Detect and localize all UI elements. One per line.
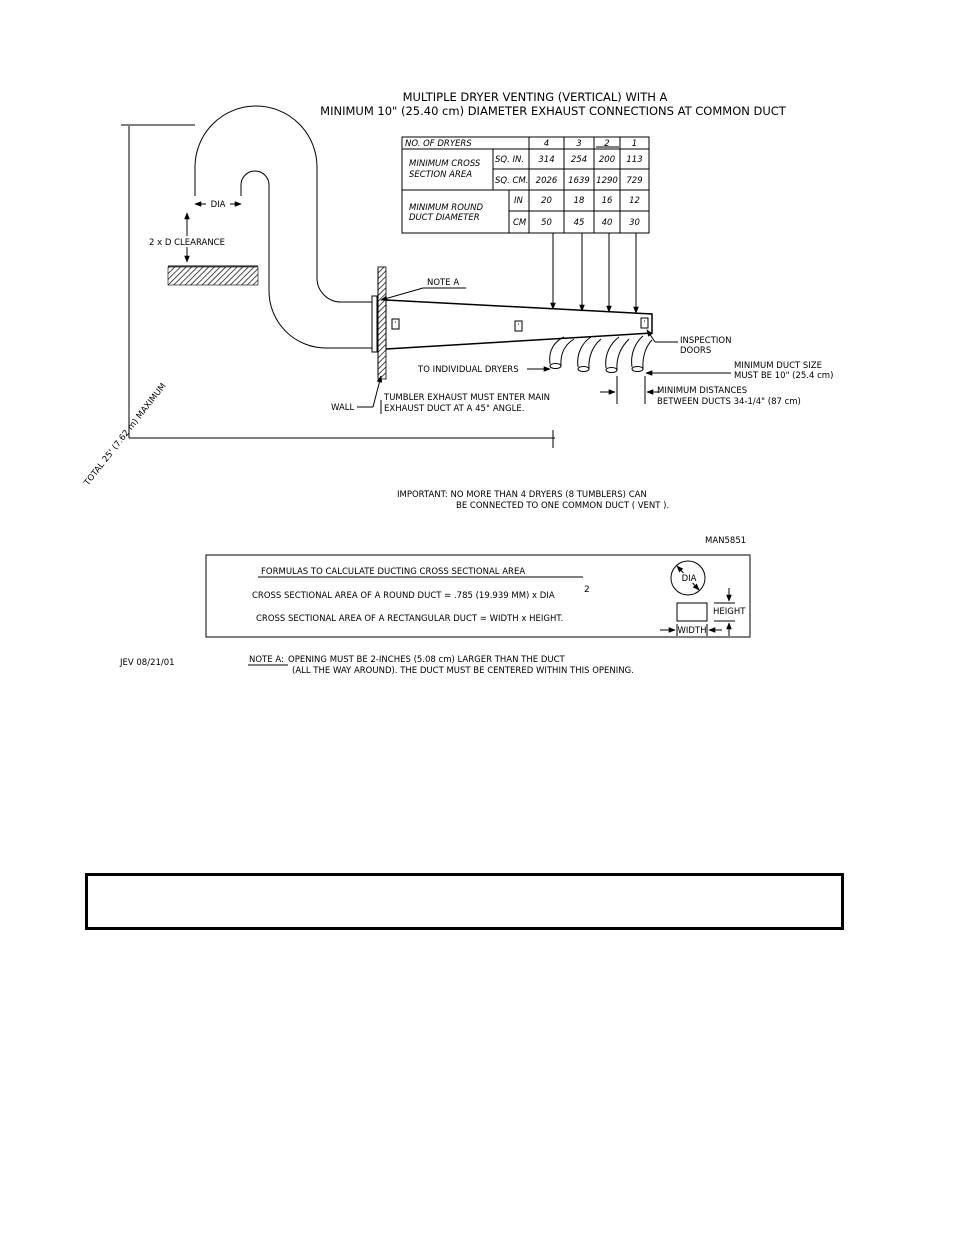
inspection-doors-callout (647, 330, 731, 356)
inspection-door-3 (641, 318, 648, 328)
formula-rect: CROSS SECTIONAL AREA OF A RECTANGULAR DUCT = WIDTH x HEIGHT. (256, 614, 564, 624)
note-a-footer-line-1: OPENING MUST BE 2-INCHES (5.08 cm) LARGER THAN THE DUCT (288, 655, 565, 665)
note-a-callout (381, 278, 466, 300)
sq-cm-1: 729 (626, 176, 643, 186)
formula-height-label: HEIGHT (713, 607, 746, 617)
diam-cm-4: 50 (541, 218, 552, 228)
diam-in-1: 12 (629, 196, 640, 206)
wall-label: WALL (331, 403, 355, 413)
vent-pipe (149, 106, 374, 348)
table-to-duct-arrows (553, 233, 636, 313)
sq-in-1: 113 (626, 155, 643, 165)
note-a-label: NOTE A (427, 278, 460, 288)
drawing-id: MAN5851 (705, 536, 747, 546)
empty-notice-box (85, 873, 844, 930)
tumbler-exhaust-1: TUMBLER EXHAUST MUST ENTER MAIN (384, 393, 550, 403)
sq-in-3: 254 (570, 155, 588, 165)
to-dryers-label: TO INDIVIDUAL DRYERS (418, 365, 519, 375)
dryer-ducts (550, 336, 652, 373)
dryer-count-4: 4 (543, 139, 550, 149)
inspection-label-2: DOORS (680, 346, 712, 356)
total-length-dimension (82, 125, 555, 489)
sq-cm-2: 1290 (596, 176, 618, 186)
dia-label: DIA (210, 200, 226, 210)
sq-cm-label: SQ. CM. (495, 176, 529, 186)
common-duct (386, 300, 652, 349)
sq-in-2: 200 (598, 155, 616, 165)
in-label: IN (514, 196, 523, 206)
diam-cm-2: 40 (601, 218, 613, 228)
min-distances-2: BETWEEN DUCTS 34-1/4" (87 cm) (657, 397, 801, 407)
to-dryers-callout (417, 365, 550, 375)
formula-width-label: WIDTH (677, 626, 707, 636)
inspection-door-2 (515, 321, 522, 331)
inspection-label-1: INSPECTION (680, 336, 732, 346)
diam-in-3: 18 (573, 196, 585, 206)
clearance-label: 2 x D CLEARANCE (149, 238, 225, 248)
note-a-footer-line-2: (ALL THE WAY AROUND). THE DUCT MUST BE CENTERED WITHIN THIS OPENING. (292, 666, 634, 676)
min-duct-size-1: MINIMUM DUCT SIZE (734, 361, 822, 371)
diam-in-4: 20 (541, 196, 552, 206)
wall-callout (331, 376, 550, 414)
dryer-count-1: 1 (631, 139, 638, 149)
dryer-count-2: 2 (604, 139, 610, 149)
cross-section-label-2: SECTION AREA (409, 170, 473, 180)
dryer-count-3: 3 (576, 139, 582, 149)
diam-cm-1: 30 (629, 218, 640, 228)
inspection-door-1 (392, 319, 399, 329)
formula-round: CROSS SECTIONAL AREA OF A ROUND DUCT = .785 (19.939 MM) x DIA (252, 591, 555, 601)
sizing-table (402, 137, 649, 233)
sq-cm-4: 2026 (535, 176, 558, 186)
round-duct-label-1: MINIMUM ROUND (409, 203, 484, 213)
diam-in-2: 16 (601, 196, 613, 206)
important-line-1: IMPORTANT: NO MORE THAN 4 DRYERS (8 TUMBLERS) CAN (397, 490, 647, 500)
min-duct-size-callout (646, 361, 833, 381)
cm-label: CM (513, 218, 527, 228)
formula-dia-label: DIA (681, 574, 697, 584)
min-distances-1: MINIMUM DISTANCES (657, 386, 748, 396)
round-duct-label-2: DUCT DIAMETER (409, 213, 480, 223)
roof-surface-hatch (168, 267, 258, 285)
table-header-label: NO. OF DRYERS (405, 139, 472, 149)
tumbler-exhaust-2: EXHAUST DUCT AT A 45° ANGLE. (384, 404, 525, 414)
sq-in-4: 314 (538, 155, 555, 165)
important-line-2: BE CONNECTED TO ONE COMMON DUCT ( VENT ). (456, 501, 670, 511)
title-line-2: MINIMUM 10" (25.40 cm) DIAMETER EXHAUST CONNECTIONS AT COMMON DUCT (320, 104, 786, 118)
title-line-1: MULTIPLE DRYER VENTING (VERTICAL) WITH A (402, 90, 668, 104)
formulas-heading: FORMULAS TO CALCULATE DUCTING CROSS SECTIONAL AREA (261, 567, 526, 577)
min-duct-size-2: MUST BE 10" (25.4 cm) (734, 371, 834, 381)
sq-in-label: SQ. IN. (495, 155, 525, 165)
note-a-footer-label: NOTE A: (249, 655, 284, 665)
rect-duct-icon (677, 603, 707, 621)
wall (372, 267, 386, 379)
total-maximum-label: TOTAL 25' (7.62 m) MAXIMUM (82, 381, 169, 488)
drafter-initials: JEV 08/21/01 (120, 658, 175, 668)
formula-round-exponent: 2 (584, 585, 590, 595)
formulas-box (206, 555, 750, 637)
diam-cm-3: 45 (573, 218, 585, 228)
cross-section-label-1: MINIMUM CROSS (409, 159, 481, 169)
sq-cm-3: 1639 (568, 176, 590, 186)
